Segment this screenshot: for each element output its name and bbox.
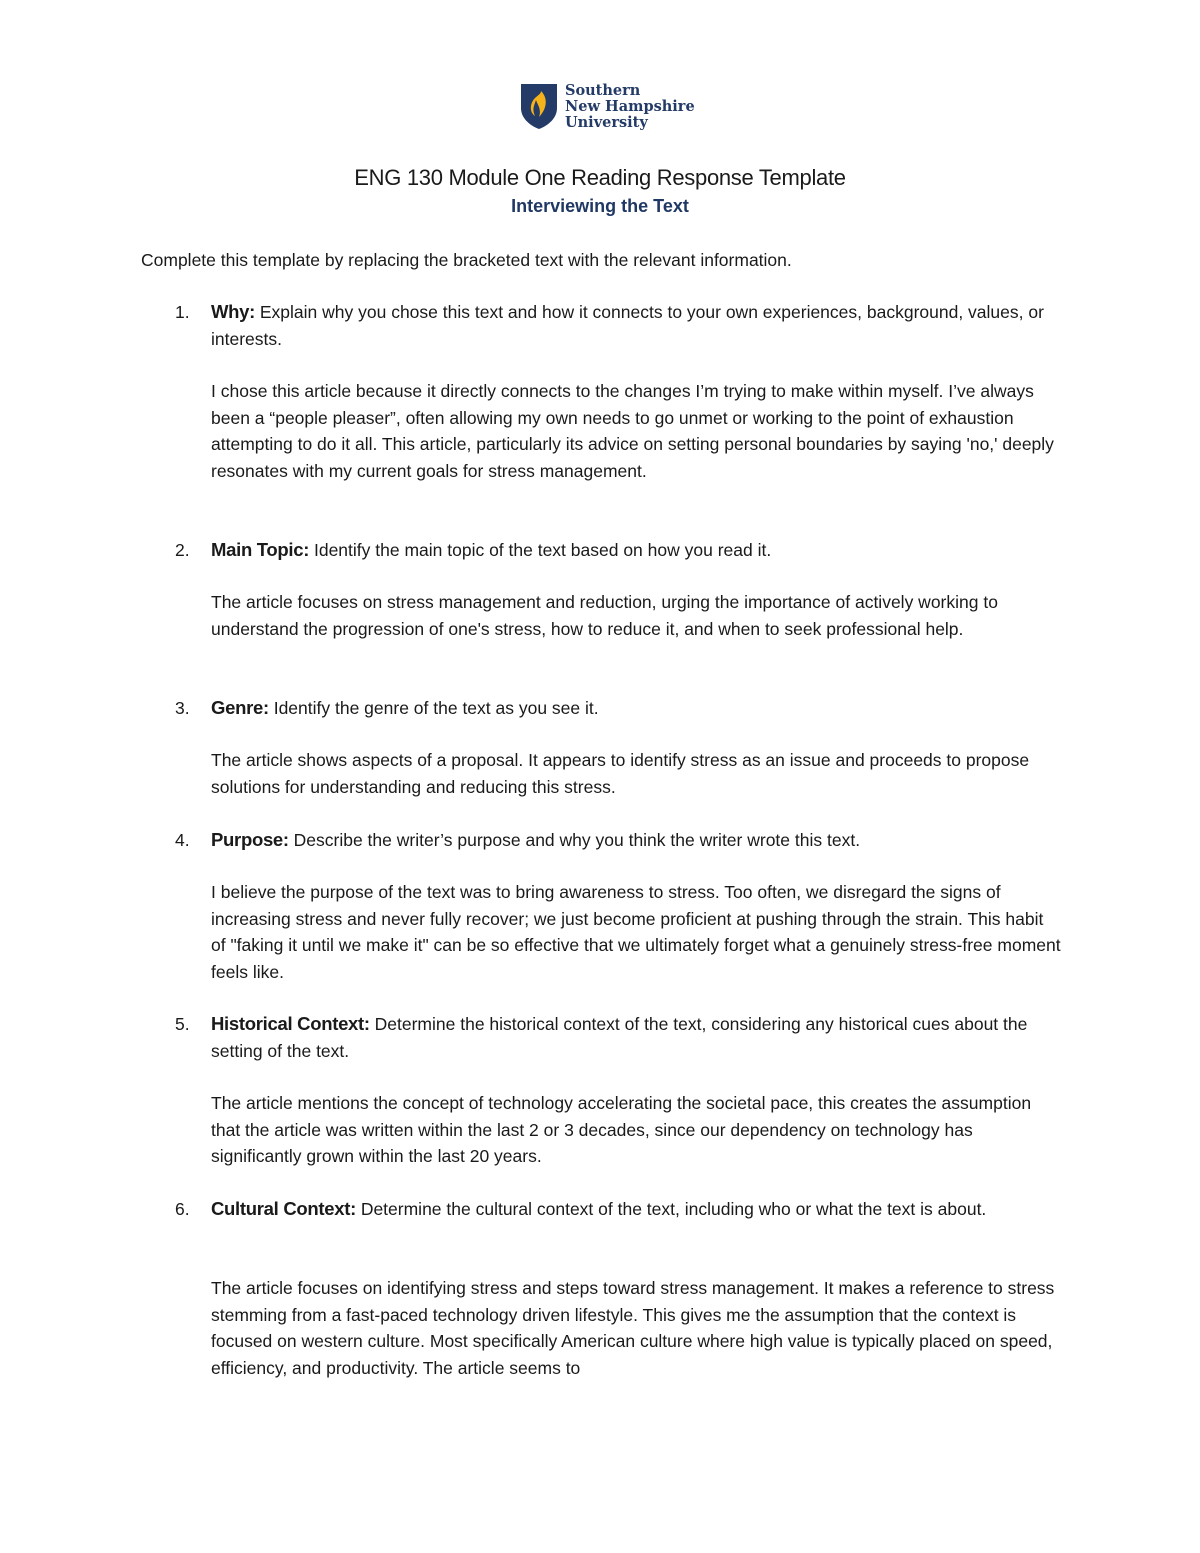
item-label: Purpose: — [211, 829, 289, 850]
item-prompt-text: Explain why you chose this text and how it connects to your own experiences, background, values, or interests. — [211, 302, 1044, 349]
intro-instruction: Complete this template by replacing the bracketed text with the relevant information. — [141, 250, 792, 270]
item-prompt — [211, 537, 1061, 564]
item-label: Historical Context: — [211, 1013, 370, 1034]
item-answer: The article mentions the concept of technology accelerating the societal pace, this creates the assumption that the article was written within the last 2 or 3 decades, since our dependency on technology has significantly grown within the last 20 years. — [211, 1093, 1032, 1166]
item-number: 4. — [175, 830, 190, 850]
item-answer: I chose this article because it directly connects to the changes I’m trying to make within myself. I’ve always been a “people pleaser”, often allowing my own needs to go unmet or working to the point of exhaustion attempting to do it all. This article, particularly its advice on setting personal boundaries by saying 'no,' deeply resonates with my current goals for stress management. — [211, 381, 1054, 481]
item-label: Cultural Context: — [211, 1198, 356, 1219]
document-title: ENG 130 Module One Reading Response Template — [354, 165, 846, 190]
item-number: 1. — [175, 302, 190, 322]
item-prompt — [211, 299, 1061, 352]
item-answer: I believe the purpose of the text was to bring awareness to stress. Too often, we disregard the signs of increasing stress and never fully recover; we just become proficient at pushing through the strain. This habit of "faking it until we make it" can be so effective that we ultimately forget what a genuinely stress-free moment feels like. — [211, 882, 1061, 982]
item-prompt-text: Describe the writer’s purpose and why you think the writer wrote this text. — [288, 830, 861, 850]
item-prompt-text: Determine the cultural context of the text, including who or what the text is about. — [355, 1199, 987, 1219]
item-prompt-text: Determine the historical context of the text, considering any historical cues about the setting of the text. — [211, 1014, 1028, 1061]
logo-line-2: New Hampshire — [565, 98, 695, 115]
item-prompt — [211, 695, 1061, 722]
item-prompt-text: Identify the genre of the text as you see it. — [268, 698, 599, 718]
item-label: Main Topic: — [211, 539, 310, 560]
item-prompt — [211, 1011, 1061, 1064]
logo-line-1: Southern — [565, 82, 641, 99]
item-prompt — [211, 1196, 1061, 1223]
university-logo — [519, 82, 695, 131]
item-number: 2. — [175, 540, 190, 560]
item-number: 3. — [175, 698, 190, 718]
item-prompt — [211, 827, 1061, 854]
item-answer: The article focuses on identifying stress and steps toward stress management. It makes a reference to stress stemming from a fast-paced technology driven lifestyle. This gives me the assumption that the context is focused on western culture. Most specifically American culture where high value is typically placed on speed, efficiency, and productivity. The article seems to — [211, 1278, 1055, 1378]
shield-flame-icon — [519, 82, 559, 130]
item-prompt-text: Identify the main topic of the text based on how you read it. — [309, 540, 772, 560]
item-answer: The article focuses on stress management and reduction, urging the importance of actively working to understand the progression of one's stress, how to reduce it, and when to seek professional help. — [211, 592, 998, 639]
item-number: 6. — [175, 1199, 190, 1219]
item-number: 5. — [175, 1014, 190, 1034]
item-label: Why: — [211, 301, 256, 322]
document-subtitle: Interviewing the Text — [511, 196, 689, 216]
logo-line-3: University — [565, 114, 648, 131]
item-answer: The article shows aspects of a proposal. It appears to identify stress as an issue and proceeds to propose solutions for understanding and reducing this stress. — [211, 750, 1030, 797]
item-label: Genre: — [211, 697, 269, 718]
logo-wordmark — [565, 83, 695, 131]
